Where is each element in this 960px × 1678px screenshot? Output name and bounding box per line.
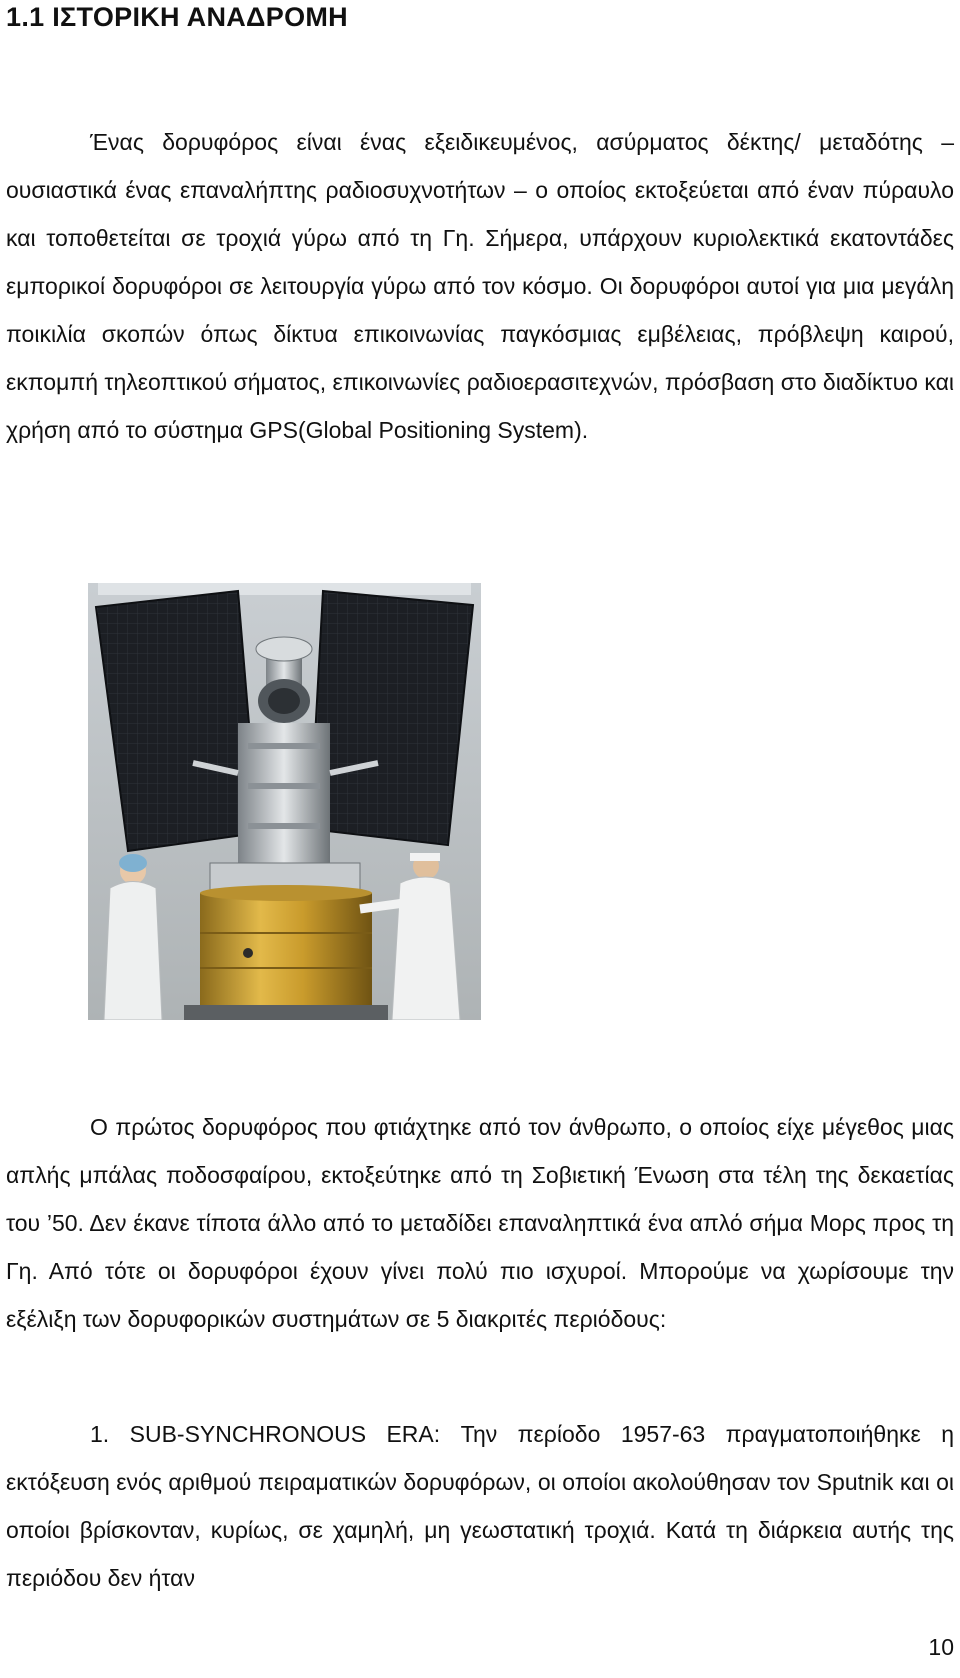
section-heading: 1.1 ΙΣΤΟΡΙΚΗ ΑΝΑΔΡΟΜΗ — [6, 2, 348, 32]
satellite-photo — [88, 583, 481, 1020]
page-number: 10 — [928, 1634, 954, 1660]
paragraph-intro: Ένας δορυφόρος είναι ένας εξειδικευμένος, ασύρματος δέκτης/ μεταδότης – ουσιαστικά ένας επαναλήπτης ραδιοσυχνοτήτων – ο οποίος εκτοξεύεται από έναν πύραυλο και τοποθετείται σε τροχιά γύρω από τη Γη. Σήμερα, υπάρχουν κυριολεκτικά εκατοντάδες εμπορικοί δορυφόροι σε λειτουργία γύρω από τον κόσμο. Οι δορυφόροι αυτοί για μια μεγάλη ποικιλία σκοπών όπως δίκτυα επικοινωνίας παγκόσμιας εμβέλειας, πρόβλεψη καιρού, εκπομπή τηλεοπτικού σήματος, επικοινωνίες ραδιοερασιτεχνών, πρόσβαση στο διαδίκτυο και χρήση από το σύστημα GPS(Global Positioning System). — [6, 129, 954, 443]
paragraph-sub-synchronous-era: 1. SUB-SYNCHRONOUS ERA: Την περίοδο 1957-63 πραγματοποιήθηκε η εκτόξευση ενός αριθμού πειραματικών δορυφόρων, οι οποίοι ακολούθησαν τον Sputnik και οι οποίοι βρίσκονταν, κυρίως, σε χαμηλή, μη γεωστατική τροχιά. Κατά τη διάρκεια αυτής της περιόδου δεν ήταν — [6, 1421, 954, 1591]
paragraph-first-satellite: Ο πρώτος δορυφόρος που φτιάχτηκε από τον άνθρωπο, ο οποίος είχε μέγεθος μιας απλής μπάλας ποδοσφαίρου, εκτοξεύτηκε από τη Σοβιετική Ένωση στα τέλη της δεκαετίας του ’50. Δεν έκανε τίποτα άλλο από το μεταδίδει επαναληπτικά ένα απλό σήμα Μορς προς τη Γη. Από τότε οι δορυφόροι έχουν γίνει πολύ πιο ισχυροί. Μπορούμε να χωρίσουμε την εξέλιξη των δορυφορικών συστημάτων σε 5 διακριτές περιόδους: — [6, 1114, 954, 1332]
satellite-photo-icon — [88, 583, 481, 1020]
